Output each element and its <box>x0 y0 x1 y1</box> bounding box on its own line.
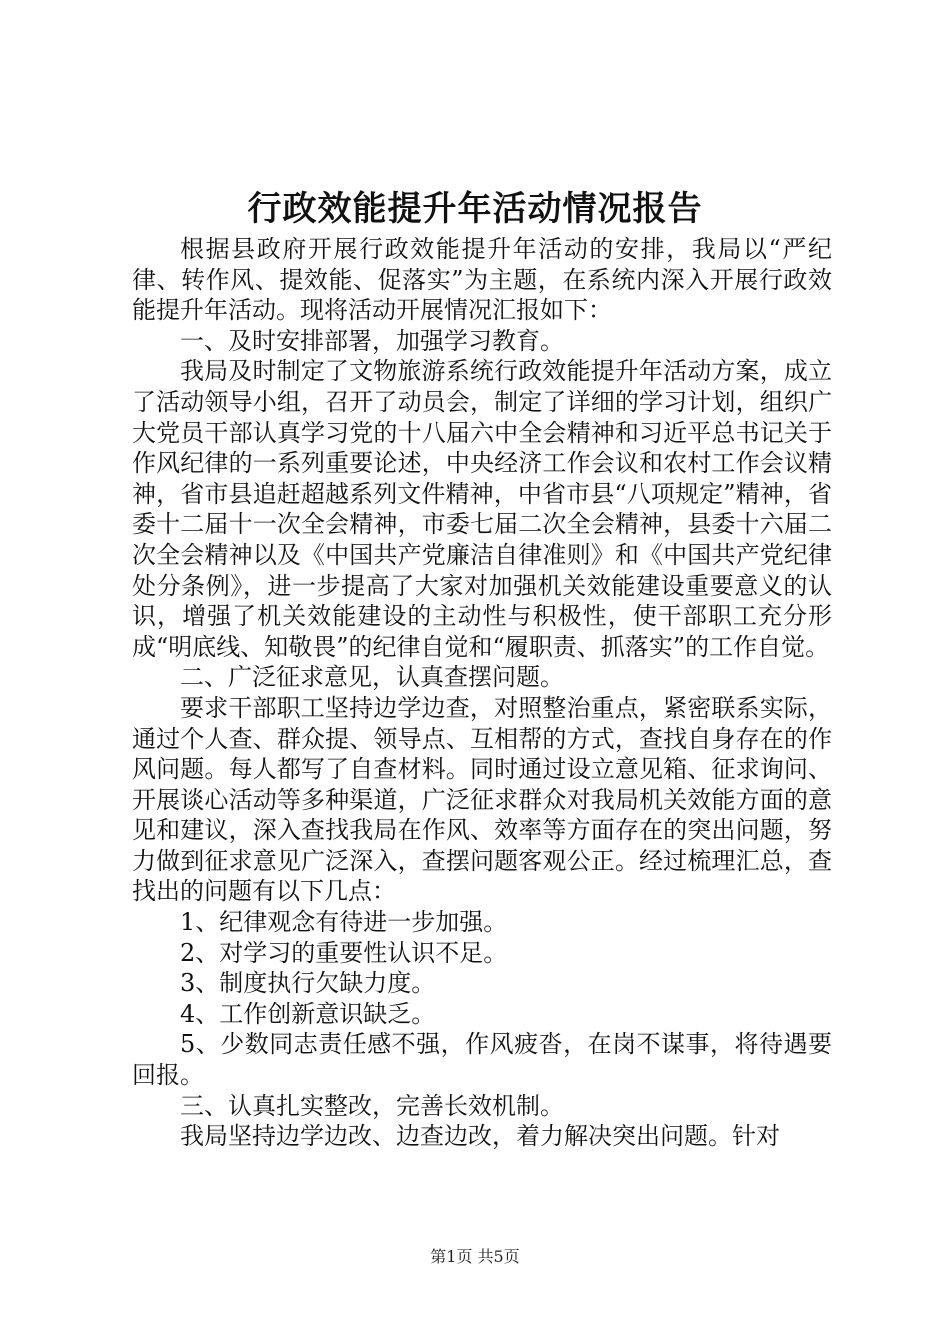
paragraph-section-1: 我局及时制定了文物旅游系统行政效能提升年活动方案，成立了活动领导小组，召开了动员会，制定了详细的学习计划，组织广大党员干部认真学习党的十八届六中全会精神和习近平总书记关于作风纪律的一系列重要论述，中央经济工作会议和农村工作会议精神，省市县追赶超越系列文件精神，中省市县“八项规定”精神，省委十二届十一次全会精神，市委七届二次全会精神，县委十六届二次全会精神以及《中国共产党廉洁自律准则》和《中国共产党纪律处分条例》，进一步提高了大家对加强机关效能建设重要意义的认识，增强了机关效能建设的主动性与积极性，使干部职工充分形成“明底线、知敬畏”的纪律自觉和“履职责、抓落实”的工作自觉。 <box>132 357 832 661</box>
list-item-problem-5: 5、少数同志责任感不强，作风疲沓，在岗不谋事，将待遇要回报。 <box>132 1030 832 1090</box>
list-item-problem-3: 3、制度执行欠缺力度。 <box>180 969 436 998</box>
list-item-problem-2: 2、对学习的重要性认识不足。 <box>180 938 508 967</box>
section-heading-2: 二、广泛征求意见，认真查摆问题。 <box>180 663 564 692</box>
list-item-problem-1: 1、纪律观念有待进一步加强。 <box>180 908 508 937</box>
paragraph-intro: 根据县政府开展行政效能提升年活动的安排，我局以“严纪律、转作风、提效能、促落实”为主题，在系统内深入开展行政效能提升年活动。现将活动开展情况汇报如下： <box>132 235 832 325</box>
section-heading-1: 一、及时安排部署，加强学习教育。 <box>180 326 564 355</box>
list-item-problem-4: 4、工作创新意识缺乏。 <box>180 999 436 1028</box>
paragraph-section-3: 我局坚持边学边改、边查边改，着力解决突出问题。针对 <box>180 1122 780 1151</box>
section-heading-3: 三、认真扎实整改，完善长效机制。 <box>180 1091 564 1120</box>
document-title: 行政效能提升年活动情况报告 <box>247 189 703 229</box>
document-body <box>132 234 832 1152</box>
paragraph-section-2: 要求干部职工坚持边学边查，对照整治重点，紧密联系实际，通过个人查、群众提、领导点、互相帮的方式，查找自身存在的作风问题。每人都写了自查材料。同时通过设立意见箱、征求询问、开展谈心活动等多种渠道，广泛征求群众对我局机关效能方面的意见和建议，深入查找我局在作风、效率等方面存在的突出问题，努力做到征求意见广泛深入，查摆问题客观公正。经过梳理汇总，查找出的问题有以下几点： <box>132 693 832 906</box>
page-number-footer: 第1页 共5页 <box>430 1247 520 1266</box>
